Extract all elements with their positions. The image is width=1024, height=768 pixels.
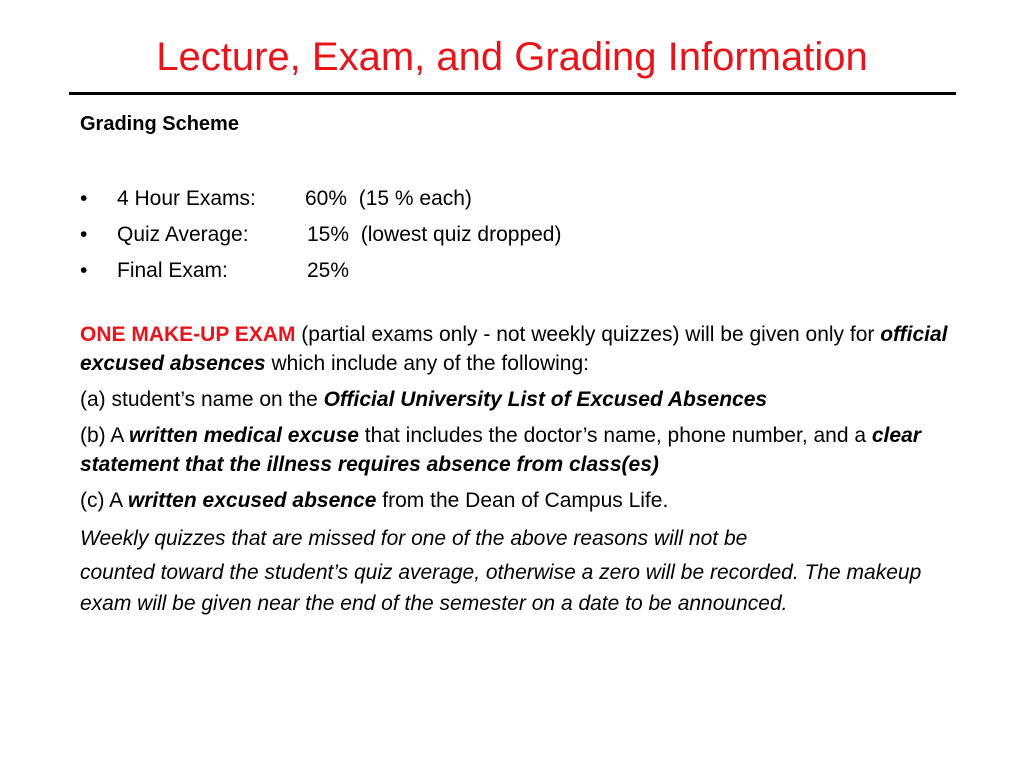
grading-item-label: 4 Hour Exams: — [117, 187, 256, 210]
condition-b-prefix: (b) A — [80, 424, 130, 447]
condition-a-emphasis: Official University List of Excused Absences — [323, 388, 768, 411]
grading-item-quiz-average — [80, 220, 960, 249]
grading-scheme-heading: Grading Scheme — [80, 113, 239, 135]
note-line-1: Weekly quizzes that are missed for one of the above reasons will not be — [80, 527, 748, 550]
condition-b-emphasis-1: written medical excuse — [129, 424, 359, 447]
slide-title: Lecture, Exam, and Grading Information — [156, 35, 868, 79]
condition-b — [80, 421, 960, 479]
makeup-emphasis: official excused absences — [80, 323, 948, 375]
slide-body — [80, 110, 960, 619]
note-line-2: counted toward the student’s quiz average, otherwise a zero will be recorded. The makeup exam will be given near the end of the semester on a date to be announced. — [80, 561, 922, 615]
condition-b-mid: that includes the doctor’s name, phone number, and a — [358, 424, 872, 447]
bullet-marker: • — [80, 259, 88, 282]
condition-a — [80, 385, 960, 414]
quiz-makeup-note — [80, 520, 960, 619]
grading-item-percent: 15% — [307, 223, 350, 246]
grading-item-percent: 25% — [307, 259, 350, 282]
grading-item-label: Final Exam: — [117, 259, 228, 282]
makeup-exam-paragraph — [80, 320, 960, 378]
grading-list — [80, 184, 960, 285]
condition-c-prefix: (c) A — [80, 489, 128, 512]
grading-item-percent: 60% — [305, 187, 348, 210]
bullet-marker: • — [80, 223, 88, 246]
condition-c-suffix: from the Dean of Campus Life. — [376, 489, 669, 512]
grading-item-final-exam — [80, 256, 960, 285]
grading-item-hour-exams — [80, 184, 960, 213]
condition-a-prefix: (a) student’s name on the — [80, 388, 324, 411]
condition-c-emphasis: written excused absence — [127, 489, 377, 512]
makeup-text-2: which include any of the following: — [265, 352, 589, 375]
condition-b-emphasis-2: clear statement that the illness requires absence from class(es) — [80, 424, 921, 476]
makeup-text-1: (partial exams only - not weekly quizzes) will be given only for — [295, 323, 881, 346]
grading-item-label: Quiz Average: — [117, 223, 249, 246]
bullet-marker: • — [80, 187, 88, 210]
grading-item-note: (lowest quiz dropped) — [360, 223, 562, 246]
grading-item-note: (15 % each) — [358, 187, 472, 210]
condition-c — [80, 486, 960, 515]
makeup-exam-lead: ONE MAKE-UP EXAM — [80, 323, 296, 346]
title-divider — [69, 92, 956, 95]
